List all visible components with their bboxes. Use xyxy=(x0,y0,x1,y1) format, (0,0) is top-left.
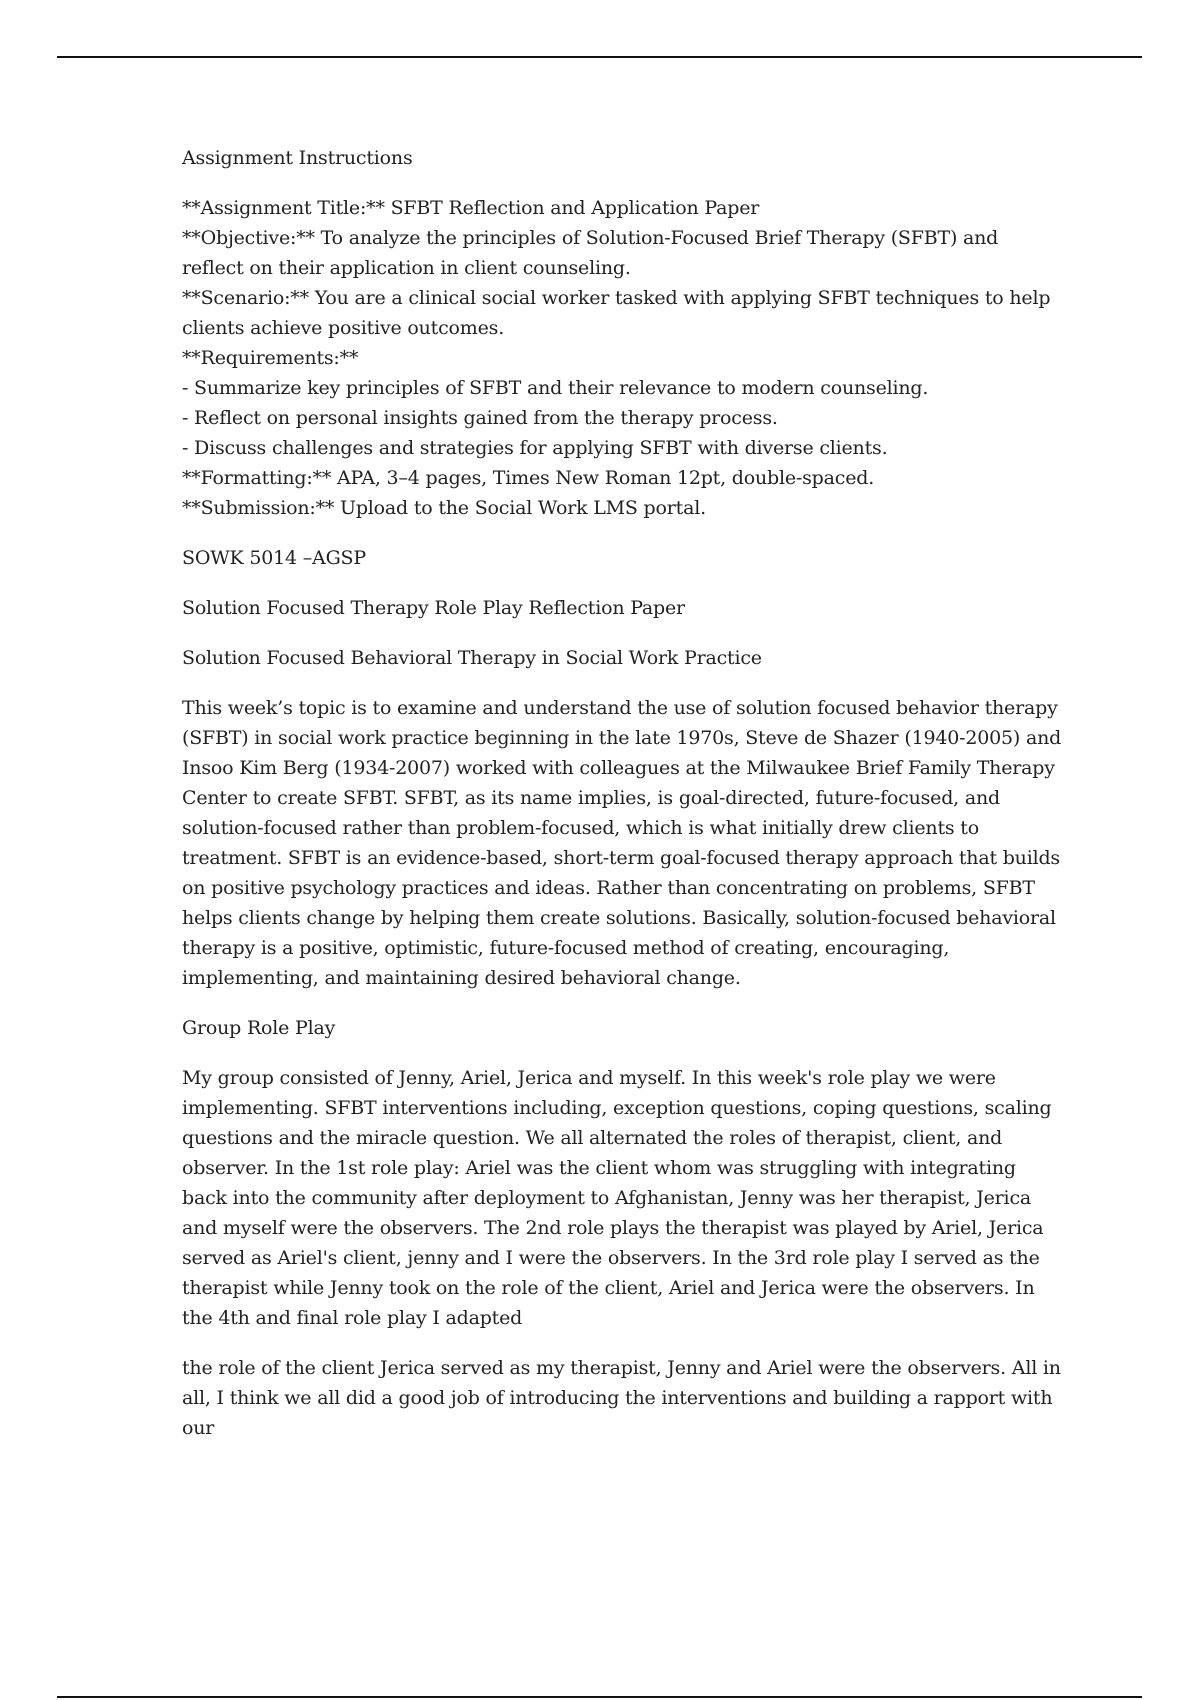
assignment-heading: Assignment Instructions xyxy=(182,147,413,169)
course-code: SOWK 5014 –AGSP xyxy=(182,547,366,569)
instruction-formatting: **Formatting:** APA, 3–4 pages, Times New Roman 12pt, double-spaced. xyxy=(182,467,875,489)
paper-title: Solution Focused Therapy Role Play Reflection Paper xyxy=(182,597,685,619)
instruction-scenario: **Scenario:** You are a clinical social worker tasked with applying SFBT techniques to help clients achieve positive outcomes. xyxy=(182,287,1051,339)
instructions-block xyxy=(182,193,1062,523)
requirement-item: - Summarize key principles of SFBT and their relevance to modern counseling. xyxy=(182,377,929,399)
instruction-submission: **Submission:** Upload to the Social Work LMS portal. xyxy=(182,497,706,519)
group-paragraph: My group consisted of Jenny, Ariel, Jerica and myself. In this week's role play we were implementing. SFBT interventions including, exception questions, coping questions, scaling questions and the miracle question. We all alternated the roles of therapist, client, and observer. In the 1st role play: Ariel was the client whom was struggling with integrating back into the community after deployment to Afghanistan, Jenny was her therapist, Jerica and myself were the observers. The 2nd role plays the therapist was played by Ariel, Jerica served as Ariel's client, jenny and I were the observers. In the 3rd role play I served as the therapist while Jenny took on the role of the client, Ariel and Jerica were the observers. In the 4th and final role play I adapted xyxy=(182,1067,1052,1329)
continuation-paragraph: the role of the client Jerica served as my therapist, Jenny and Ariel were the observers. All in all, I think we all did a good job of introducing the interventions and building a rapport with our xyxy=(182,1357,1061,1439)
instruction-objective: **Objective:** To analyze the principles of Solution-Focused Brief Therapy (SFBT) and reflect on their application in client counseling. xyxy=(182,227,999,279)
intro-paragraph: This week’s topic is to examine and understand the use of solution focused behavior therapy (SFBT) in social work practice beginning in the late 1970s, Steve de Shazer (1940-2005) and Insoo Kim Berg (1934-2007) worked with colleagues at the Milwaukee Brief Family Therapy Center to create SFBT. SFBT, as its name implies, is goal-directed, future-focused, and solution-focused rather than problem-focused, which is what initially drew clients to treatment. SFBT is an evidence-based, short-term goal-focused therapy approach that builds on positive psychology practices and ideas. Rather than concentrating on problems, SFBT helps clients change by helping them create solutions. Basically, solution-focused behavioral therapy is a positive, optimistic, future-focused method of creating, encouraging, implementing, and maintaining desired behavioral change. xyxy=(182,697,1062,989)
top-rule xyxy=(57,56,1142,58)
instruction-requirements: **Requirements:** xyxy=(182,347,359,369)
requirement-item: - Discuss challenges and strategies for applying SFBT with diverse clients. xyxy=(182,437,888,459)
group-heading: Group Role Play xyxy=(182,1017,336,1039)
requirement-item: - Reflect on personal insights gained from the therapy process. xyxy=(182,407,778,429)
document-body xyxy=(182,143,1062,1463)
bottom-rule xyxy=(57,1696,1142,1698)
instruction-title: **Assignment Title:** SFBT Reflection and Application Paper xyxy=(182,197,760,219)
section-title: Solution Focused Behavioral Therapy in Social Work Practice xyxy=(182,647,762,669)
